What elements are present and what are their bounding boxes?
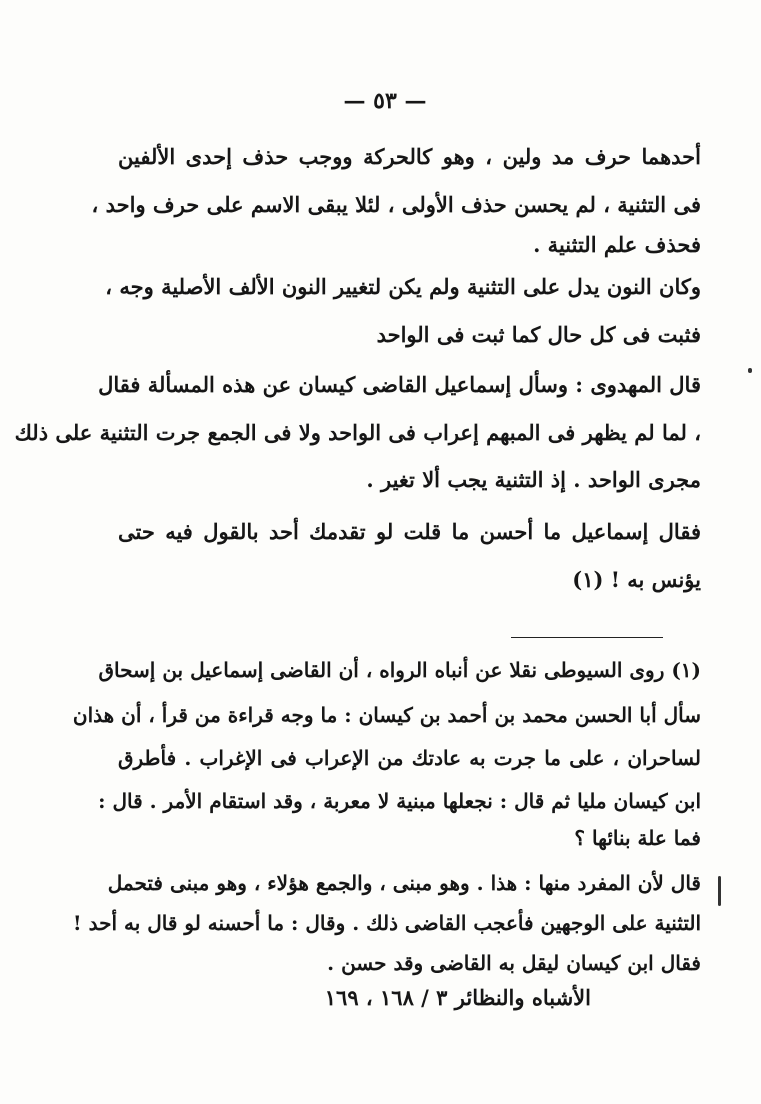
footnote-line: التثنية على الوجهين فأعجب القاضى ذلك . وقال : ما أحسنه لو قال به أحد ! — [72, 911, 701, 935]
footnote-line: فقال ابن كيسان ليقل به القاضى وقد حسن . — [327, 951, 701, 975]
footnote-line: (١) روى السيوطى نقلا عن أنباه الرواه ، أن القاضى إسماعيل بن إسحاق — [98, 658, 701, 682]
footnote-line: فما علة بنائها ؟ — [574, 826, 701, 850]
margin-speck — [748, 368, 752, 373]
footnote-line: سأل أبا الحسن محمد بن أحمد بن كيسان : ما وجه قراءة من قرأ ، أن هذان — [72, 703, 701, 727]
footnote-line: لساحران ، على ما جرت به عادتك من الإعراب فى الإغراب . فأطرق — [118, 746, 701, 770]
page-number: — ٥٣ — — [343, 88, 427, 114]
footnote-line: قال لأن المفرد منها : هذا . وهو مبنى ، والجمع هؤلاء ، وهو مبنى فتحمل — [107, 871, 701, 895]
text-line: ، لما لم يظهر فى المبهم إعراب فى الواحد ولا فى الجمع جرت التثنية على ذلك — [14, 420, 701, 445]
text-line: مجرى الواحد . إذ التثنية يجب ألا تغير . — [366, 467, 701, 492]
text-line: يؤنس به ! (١) — [572, 567, 701, 592]
text-line: قال المهدوى : وسأل إسماعيل القاضى كيسان عن هذه المسألة فقال — [98, 372, 701, 397]
text-line: أحدهما حرف مد ولين ، وهو كالحركة ووجب حذف إحدى الألفين — [118, 144, 701, 169]
text-line: فثبت فى كل حال كما ثبت فى الواحد — [376, 322, 701, 347]
margin-speck — [718, 876, 721, 906]
footnote-line: ابن كيسان مليا ثم قال : نجعلها مبنية لا معربة ، وقد استقام الأمر . قال : — [98, 789, 701, 813]
source-reference: الأشباه والنظائر ٣ / ١٦٨ ، ١٦٩ — [324, 985, 591, 1010]
text-line: فقال إسماعيل ما أحسن ما قلت لو تقدمك أحد بالقول فيه حتى — [118, 519, 701, 544]
text-line: فحذف علم التثنية . — [533, 232, 701, 257]
text-line: فى التثنية ، لم يحسن حذف الأولى ، لئلا يبقى الاسم على حرف واحد ، — [91, 192, 701, 217]
footnote-divider — [511, 637, 663, 638]
text-line: وكان النون يدل على التثنية ولم يكن لتغيير النون الألف الأصلية وجه ، — [105, 274, 701, 299]
